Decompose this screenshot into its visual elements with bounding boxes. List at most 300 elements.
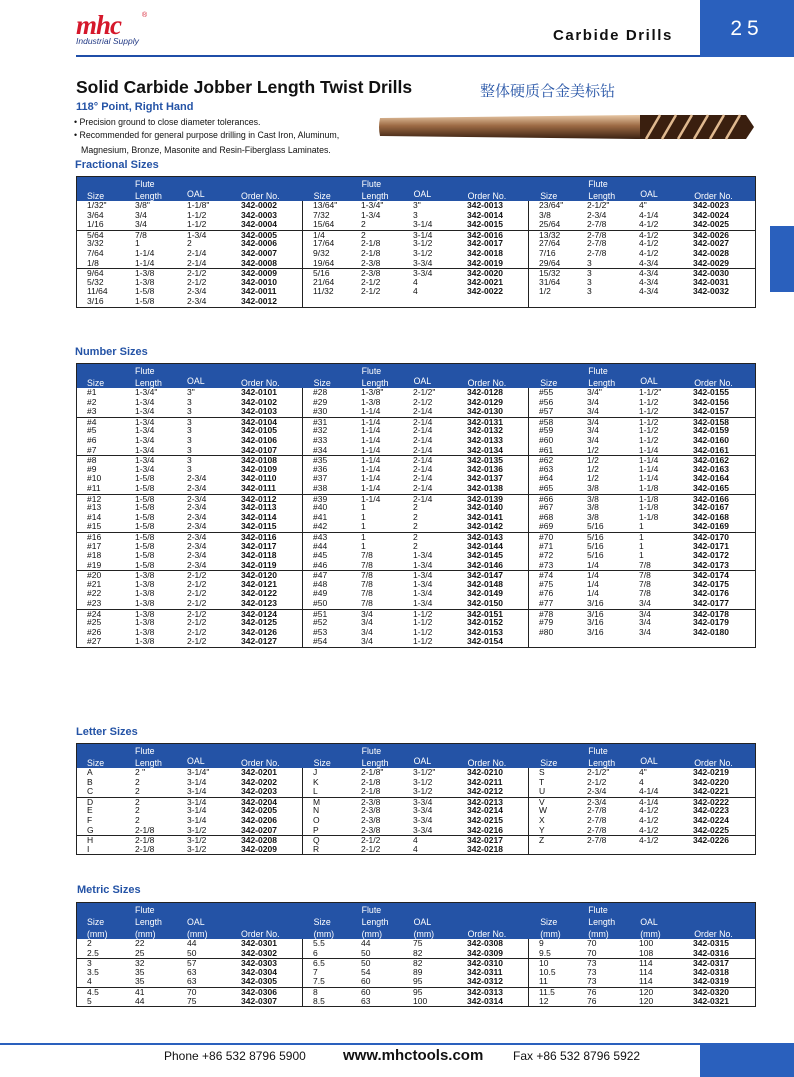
cell-order-no: 342-0118 (241, 550, 277, 561)
header-flute: Flute (135, 905, 155, 915)
cell-flute-length: 2-7/8 (587, 229, 607, 240)
cell-size: 10 (539, 958, 549, 969)
cell-flute-length: 2-7/8 (587, 247, 607, 258)
cell-order-no: 342-0320 (693, 986, 729, 997)
cell-size: 5.5 (313, 938, 325, 948)
cell-size: #34 (313, 444, 328, 455)
header-oal: (mm) (187, 929, 208, 939)
cell-order-no: 342-0116 (241, 531, 277, 542)
cell-order-no: 342-0304 (241, 966, 277, 977)
cell-flute-length: 1-3/8 (135, 570, 155, 581)
table-row (77, 446, 302, 456)
cell-order-no: 342-0142 (467, 521, 503, 532)
cell-oal: 1-1/4 (639, 463, 659, 474)
cell-order-no: 342-0008 (241, 257, 277, 268)
header-oal: OAL (187, 376, 205, 386)
cell-order-no: 342-0125 (241, 617, 277, 628)
cell-oal: 4-1/2 (639, 805, 659, 816)
cell-size: 25/64 (539, 219, 561, 230)
cell-oal: 1-1/2 (639, 396, 659, 407)
cell-order-no: 342-0316 (693, 947, 729, 958)
cell-oal: 2-1/4 (413, 473, 433, 484)
cell-order-no: 342-0147 (467, 570, 503, 581)
cell-size: #9 (87, 463, 97, 474)
cell-order-no: 342-0134 (467, 444, 503, 455)
cell-size: #52 (313, 617, 328, 628)
column-group (77, 388, 303, 647)
cell-flute-length: 3/16 (587, 598, 604, 609)
header-flute: Flute (361, 746, 382, 756)
cell-size: #80 (539, 626, 554, 637)
cell-flute-length: 54 (361, 966, 371, 977)
cell-oal: 3 (187, 406, 192, 417)
cell-flute-length: 2 (135, 776, 140, 787)
cell-flute-length: 1-5/8 (135, 511, 155, 522)
cell-order-no: 342-0136 (467, 463, 503, 474)
cell-flute-length: 2-1/2" (587, 767, 610, 777)
cell-flute-length: 1-3/8 (135, 636, 155, 647)
cell-size: #28 (313, 387, 328, 397)
header-size: Size (540, 758, 558, 768)
header-oal: OAL (187, 756, 205, 766)
cell-order-no: 342-0311 (467, 966, 503, 977)
cell-size: #53 (313, 626, 328, 637)
column-group (303, 388, 529, 647)
section-title-fractional: Fractional Sizes (75, 159, 159, 171)
table-row (303, 637, 528, 647)
cell-size: 1/8 (87, 257, 99, 268)
column-group (77, 939, 303, 1006)
table-body (77, 388, 755, 647)
cell-flute-length: 1-5/8 (135, 540, 155, 551)
cell-order-no: 342-0014 (467, 209, 503, 220)
cell-flute-length: 2 (135, 786, 140, 797)
cell-oal: 114 (639, 958, 653, 969)
cell-flute-length: 1 (135, 238, 140, 249)
cell-flute-length: 50 (361, 947, 371, 958)
cell-flute-length: 76 (587, 986, 597, 997)
cell-flute-length: 44 (361, 938, 371, 948)
cell-order-no: 342-0107 (241, 444, 277, 455)
header-order-no: Order No. (694, 191, 733, 201)
cell-flute-length: 60 (361, 986, 371, 997)
cell-oal: 100 (639, 938, 654, 948)
cell-flute-length: 3 (587, 257, 592, 268)
cell-oal: 63 (187, 976, 197, 987)
cell-oal: 3-1/2 (413, 238, 433, 249)
cell-order-no: 342-0149 (467, 588, 503, 599)
cell-oal: 3" (413, 200, 421, 210)
cell-oal: 3-3/4 (413, 257, 433, 268)
bullet-item: • Precision ground to close diameter tolerances. (74, 117, 261, 127)
cell-order-no: 342-0218 (467, 843, 503, 854)
cell-oal: 1-1/8 (639, 502, 659, 513)
cell-order-no: 342-0162 (693, 455, 729, 466)
mhc-logo (76, 12, 166, 46)
header-flute: Length (588, 378, 616, 388)
cell-oal: 3 (187, 444, 192, 455)
table-row (77, 637, 302, 647)
header-size: Size (87, 191, 105, 201)
cell-order-no: 342-0318 (693, 966, 729, 977)
cell-order-no: 342-0004 (241, 219, 277, 230)
cell-order-no: 342-0210 (467, 767, 503, 777)
cell-order-no: 342-0178 (693, 608, 729, 619)
cell-order-no: 342-0101 (241, 387, 277, 397)
cell-size: #45 (313, 550, 328, 561)
cell-order-no: 342-0174 (693, 570, 729, 581)
cell-flute-length: 1-1/4 (361, 425, 381, 436)
cell-order-no: 342-0225 (693, 824, 729, 835)
cell-flute-length: 1-1/4 (361, 406, 381, 417)
cell-size: N (313, 805, 320, 816)
cell-size: 7/32 (313, 209, 330, 220)
cell-size: #68 (539, 511, 554, 522)
cell-flute-length: 2-1/2" (587, 200, 610, 210)
cell-order-no: 342-0009 (241, 268, 277, 279)
cell-flute-length: 3/4 (361, 617, 373, 628)
cell-flute-length: 2-1/2 (587, 776, 607, 787)
cell-order-no: 342-0023 (693, 200, 729, 210)
cell-order-no: 342-0321 (693, 995, 729, 1006)
cell-oal: 4 (413, 286, 418, 297)
table-row (529, 259, 755, 269)
cell-oal: 4-3/4 (639, 268, 659, 279)
table-row (529, 407, 755, 417)
header-oal: OAL (640, 376, 658, 386)
cell-order-no: 342-0313 (467, 986, 503, 997)
header-order-no: Order No. (694, 758, 733, 768)
cell-oal: 1-1/2 (639, 425, 659, 436)
cell-size: H (87, 835, 94, 846)
table-row (77, 407, 302, 417)
cell-oal: 3-1/2 (187, 843, 207, 854)
header-oal: OAL (413, 917, 432, 927)
cell-flute-length: 1-1/4 (361, 434, 381, 445)
cell-order-no: 342-0111 (241, 482, 276, 493)
cell-oal: 7/8 (639, 570, 651, 581)
cell-oal: 2-1/4 (187, 257, 207, 268)
cell-size: #11 (87, 482, 101, 493)
cell-size: #7 (87, 444, 97, 455)
cell-order-no: 342-0159 (693, 425, 729, 436)
cell-oal: 4-3/4 (639, 276, 659, 287)
cell-order-no: 342-0209 (241, 843, 277, 854)
cell-flute-length: 2-1/2 (361, 276, 381, 287)
cell-flute-length: 1-3/8 (135, 276, 155, 287)
cell-oal: 1-1/2" (639, 387, 662, 397)
cell-oal: 3 (187, 416, 192, 427)
cell-order-no: 342-0160 (693, 434, 729, 445)
cell-size: #60 (539, 434, 554, 445)
cell-flute-length: 3/8 (587, 482, 599, 493)
cell-order-no: 342-0151 (467, 608, 503, 619)
table-row (529, 949, 755, 959)
footer-website-link[interactable]: www.mhctools.com (343, 1047, 484, 1064)
cell-oal: 2 (413, 540, 418, 551)
cell-oal: 2 (413, 521, 418, 532)
cell-size: #5 (87, 425, 97, 436)
header-oal: (mm) (640, 929, 661, 939)
cell-size: 19/64 (313, 257, 335, 268)
cell-order-no: 342-0128 (467, 387, 503, 397)
cell-flute-length: 1-1/4 (361, 463, 381, 474)
cell-size: 15/64 (313, 219, 335, 230)
cell-order-no: 342-0005 (241, 229, 277, 240)
cell-order-no: 342-0153 (467, 626, 503, 637)
cell-size: #69 (539, 521, 554, 532)
cell-size: 8.5 (313, 995, 325, 1006)
cell-flute-length: 7/8 (361, 588, 373, 599)
cell-flute-length: 76 (587, 995, 597, 1006)
header-size: Size (540, 917, 558, 927)
cell-size: #3 (87, 406, 97, 417)
cell-oal: 2-1/4 (187, 247, 207, 258)
cell-size: #64 (539, 473, 554, 484)
cell-flute-length: 3/8 (587, 493, 599, 504)
cell-flute-length: 50 (361, 958, 371, 969)
header-flute: Length (361, 378, 389, 388)
cell-size: #10 (87, 473, 102, 484)
cell-order-no: 342-0132 (467, 425, 503, 436)
header-oal: (mm) (413, 929, 435, 939)
cell-size: #36 (313, 463, 328, 474)
table-row (303, 522, 528, 532)
logo-wordmark: mhc (76, 10, 122, 40)
table-row (529, 220, 755, 230)
table-row (303, 407, 528, 417)
cell-flute-length: 2-1/8 (361, 238, 381, 249)
cell-oal: 2-1/2" (413, 387, 436, 397)
cell-flute-length: 1/2 (587, 463, 599, 474)
header-flute: Flute (135, 366, 155, 376)
cell-oal: 4 (639, 776, 644, 787)
cell-order-no: 342-0018 (467, 247, 503, 258)
cell-flute-length: 2 (135, 805, 140, 816)
cell-oal: 1-1/2 (639, 416, 659, 427)
cell-flute-length: 3/4 (135, 209, 147, 220)
cell-order-no: 342-0020 (467, 268, 503, 279)
cell-flute-length: 2-1/8 (361, 786, 381, 797)
cell-order-no: 342-0152 (467, 617, 503, 628)
cell-order-no: 342-0119 (241, 559, 277, 570)
table-header (77, 903, 755, 939)
cell-flute-length: 1-3/4 (135, 416, 155, 427)
cell-flute-length: 1/4 (587, 570, 599, 581)
cell-order-no: 342-0164 (693, 473, 729, 484)
page-header-title: Carbide Drills (553, 27, 673, 44)
footer-accent-box (700, 1043, 794, 1077)
cell-size: 1/4 (313, 229, 325, 240)
cell-flute-length: 3/4 (135, 219, 147, 230)
cell-size: T (539, 776, 545, 787)
cell-order-no: 342-0015 (467, 219, 503, 230)
cell-flute-length: 1/4 (587, 559, 599, 570)
cell-oal: 75 (413, 938, 423, 948)
cell-oal: 50 (187, 947, 197, 958)
cell-size: #8 (87, 455, 97, 466)
table-row (529, 287, 755, 297)
cell-flute-length: 32 (135, 958, 145, 969)
header-flute: Length (361, 758, 389, 768)
cell-flute-length: 3/4" (587, 387, 602, 397)
cell-size: C (87, 786, 94, 797)
cell-order-no: 342-0202 (241, 776, 277, 787)
cell-oal: 2 (187, 238, 192, 249)
cell-oal: 1-3/4 (413, 559, 433, 570)
cell-oal: 3-3/4 (413, 268, 433, 279)
cell-order-no: 342-0131 (467, 416, 503, 427)
cell-size: F (87, 814, 93, 825)
cell-order-no: 342-0120 (241, 570, 277, 581)
cell-flute-length: 3/8" (135, 200, 150, 210)
header-oal: OAL (413, 376, 432, 386)
column-group (529, 388, 755, 647)
cell-size: 7/64 (87, 247, 104, 258)
cell-order-no: 342-0305 (241, 976, 277, 987)
cell-size: 17/64 (313, 238, 335, 249)
column-group (303, 201, 529, 307)
cell-size: #18 (87, 550, 102, 561)
cell-size: K (313, 776, 319, 787)
cell-order-no: 342-0144 (467, 540, 503, 551)
cell-order-no: 342-0143 (467, 531, 503, 542)
header-order-no: Order No. (467, 378, 507, 388)
cell-flute-length: 2-1/8 (361, 776, 381, 787)
cell-size: 11.5 (539, 986, 555, 997)
cell-order-no: 342-0216 (467, 824, 503, 835)
cell-order-no: 342-0133 (467, 434, 503, 445)
cell-size: #77 (539, 598, 554, 609)
cell-oal: 57 (187, 958, 197, 969)
cell-oal: 2-1/4 (413, 434, 433, 445)
cell-order-no: 342-0122 (241, 588, 277, 599)
header-order-no: Order No. (694, 929, 733, 939)
cell-order-no: 342-0179 (693, 617, 729, 628)
cell-size: 1/16 (87, 219, 104, 230)
bullet-continuation: Magnesium, Bronze, Masonite and Resin-Fiberglass Laminates. (81, 145, 331, 155)
cell-oal: 2-1/2 (187, 608, 207, 619)
table-row (77, 297, 302, 307)
cell-order-no: 342-0307 (241, 995, 277, 1006)
cell-oal: 2-1/4 (413, 444, 433, 455)
cell-order-no: 342-0106 (241, 434, 277, 445)
header-flute: Length (361, 917, 389, 927)
cell-order-no: 342-0002 (241, 200, 277, 210)
header-oal: OAL (187, 917, 205, 927)
logo-tagline: Industrial Supply (76, 36, 139, 46)
cell-size: #79 (539, 617, 554, 628)
cell-order-no: 342-0117 (241, 540, 277, 551)
cell-order-no: 342-0312 (467, 976, 503, 987)
cell-size: #67 (539, 502, 554, 513)
cell-oal: 4-1/2 (639, 824, 659, 835)
cell-oal: 4-3/4 (639, 286, 659, 297)
cell-oal: 1-1/8 (639, 482, 659, 493)
cell-flute-length: 3/16 (587, 617, 604, 628)
cell-flute-length: 1-5/8 (135, 295, 155, 306)
table-row (77, 997, 302, 1007)
cell-flute-length: 1 (361, 502, 366, 513)
cell-oal: 120 (639, 986, 654, 997)
cell-order-no: 342-0208 (241, 835, 277, 846)
cell-oal: 4" (639, 200, 647, 210)
cell-oal: 82 (413, 958, 423, 969)
cell-size: #26 (87, 626, 102, 637)
table-row (529, 484, 755, 494)
cell-size: 9.5 (539, 947, 551, 958)
cell-oal: 2-1/2 (187, 578, 207, 589)
cell-order-no: 342-0171 (693, 540, 729, 551)
cell-oal: 2-1/2 (187, 636, 207, 647)
cell-size: #30 (313, 406, 328, 417)
cell-size: #2 (87, 396, 97, 407)
cell-flute-length: 1-3/8 (361, 396, 381, 407)
cell-oal: 2-1/4 (413, 493, 433, 504)
cell-oal: 2-1/4 (413, 416, 433, 427)
cell-order-no: 342-0175 (693, 578, 729, 589)
cell-flute-length: 2-1/2 (361, 286, 381, 297)
cell-order-no: 342-0214 (467, 805, 503, 816)
cell-size: 5/64 (87, 229, 104, 240)
cell-flute-length: 2-3/4 (587, 209, 607, 220)
header-oal: OAL (640, 756, 658, 766)
section-title-number: Number Sizes (75, 346, 148, 358)
cell-oal: 75 (187, 995, 197, 1006)
header-flute: Flute (135, 179, 155, 189)
cell-size: #22 (87, 588, 102, 599)
cell-size: P (313, 824, 319, 835)
cell-size: 31/64 (539, 276, 561, 287)
cell-size: 27/64 (539, 238, 561, 249)
cell-size: V (539, 796, 545, 807)
cell-size: O (313, 814, 320, 825)
cell-oal: 1 (639, 531, 644, 542)
cell-flute-length: 2 (361, 219, 366, 230)
cell-oal: 1 (639, 521, 644, 532)
fractional-sizes-table (76, 176, 756, 308)
cell-order-no: 342-0019 (467, 257, 503, 268)
cell-order-no: 342-0221 (693, 786, 729, 797)
cell-size: #63 (539, 463, 554, 474)
cell-size: #1 (87, 387, 97, 397)
cell-size: #43 (313, 531, 328, 542)
cell-size: 2.5 (87, 947, 99, 958)
cell-size: 1/2 (539, 286, 551, 297)
cell-size: Q (313, 835, 320, 846)
cell-order-no: 342-0110 (241, 473, 277, 484)
cell-oal: 2-3/4 (187, 493, 207, 504)
table-row (529, 997, 755, 1007)
cell-flute-length: 1-1/4 (135, 247, 155, 258)
cell-order-no: 342-0172 (693, 550, 729, 561)
cell-order-no: 342-0212 (467, 786, 503, 797)
cell-flute-length: 5/16 (587, 550, 604, 561)
cell-order-no: 342-0113 (241, 502, 277, 513)
cell-order-no: 342-0139 (467, 493, 503, 504)
cell-order-no: 342-0166 (693, 493, 729, 504)
cell-size: E (87, 805, 93, 816)
cell-order-no: 342-0176 (693, 588, 729, 599)
cell-oal: 1-1/2 (639, 434, 659, 445)
cell-size: 21/64 (313, 276, 335, 287)
table-row (529, 787, 755, 797)
cell-size: 12 (539, 995, 549, 1006)
cell-flute-length: 1-3/4 (135, 444, 155, 455)
cell-oal: 2-1/4 (413, 406, 433, 417)
cell-flute-length: 1-3/4 (135, 455, 155, 466)
cell-size: 2 (87, 938, 92, 948)
